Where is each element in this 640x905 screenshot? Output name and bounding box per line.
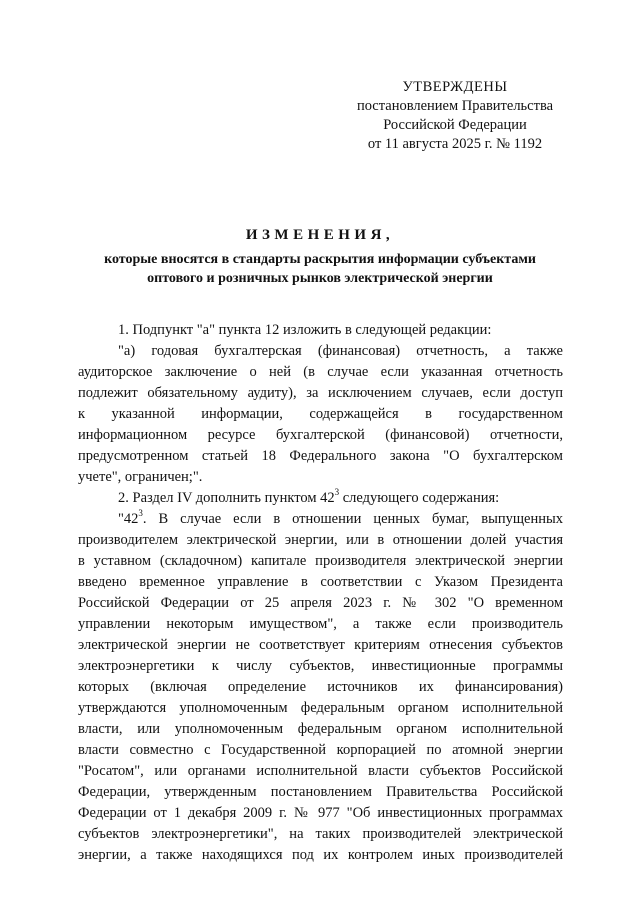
paragraph-2-line: которых (включая определение источников их финансирования) <box>78 679 563 695</box>
approval-line-3: от 11 августа 2025 г. № 1192 <box>367 136 543 152</box>
paragraph-1-line: "а) годовая бухгалтерская (финансовая) отчетность, а также <box>118 343 563 359</box>
paragraph-2-line: электрической энергии не соответствует критериям отнесения субъектов <box>78 637 563 653</box>
approval-line-1: постановлением Правительства <box>356 98 554 114</box>
paragraph-1-intro: 1. Подпункт "а" пункта 12 изложить в следующей редакции: <box>118 322 492 338</box>
paragraph-2-line: Российской Федерации от 25 апреля 2023 г. № 302 "О временном <box>78 595 563 611</box>
approval-block <box>330 78 580 154</box>
paragraph-2-line: утверждаются уполномоченным федеральным органом исполнительной <box>78 700 563 716</box>
paragraph-2-intro-text-end: следующего содержания: <box>339 490 500 506</box>
paragraph-1-line: информационном ресурсе бухгалтерской (финансовой) отчетности, <box>78 427 563 443</box>
subtitle-line-2: оптового и розничных рынков электрической энергии <box>147 271 493 286</box>
approval-line-2: Российской Федерации <box>383 117 527 133</box>
paragraph-1-line: учете", ограничен;". <box>78 469 203 485</box>
approval-title: УТВЕРЖДЕНЫ <box>402 79 508 95</box>
subtitle-line-1: которые вносятся в стандарты раскрытия информации субъектами <box>104 252 536 267</box>
document-body <box>78 320 563 866</box>
paragraph-2-line: власти совместно с Государственной корпорацией по атомной энергии <box>78 742 563 758</box>
superscript: 3 <box>334 488 340 498</box>
document-title: ИЗМЕНЕНИЯ, <box>245 227 395 243</box>
paragraph-1-line: подлежит обязательному аудиту), за исключением случаев, если доступ <box>78 385 563 401</box>
paragraph-1-line: предусмотренном статьей 18 Федерального закона "О бухгалтерском <box>78 448 563 464</box>
paragraph-2-line: производителем электрической энергии, или в отношении долей участия <box>78 532 563 548</box>
paragraph-1-line: аудиторское заключение о ней (в случае если указанная отчетность <box>78 364 563 380</box>
document-subtitle <box>60 250 580 288</box>
paragraph-2-line: в уставном (складочном) капитале производителя электрической энергии <box>78 553 563 569</box>
paragraph-2-line: электроэнергетики к числу субъектов, инвестиционные программы <box>78 658 563 674</box>
paragraph-1-line: к указанной информации, содержащейся в государственном <box>78 406 563 422</box>
paragraph-2-line: власти, или уполномоченным федеральным органом исполнительной <box>78 721 563 737</box>
paragraph-2-first-line <box>78 509 563 530</box>
paragraph-2-line: введено временное управление в соответствии с Указом Президента <box>78 574 563 590</box>
paragraph-2-line: управлении некоторым имуществом", а также если производитель <box>78 616 563 632</box>
paragraph-2-line: Федерации от 1 декабря 2009 г. № 977 "Об инвестиционных программах <box>78 805 563 821</box>
paragraph-2-intro-text: 2. Раздел IV дополнить пунктом 42 <box>118 490 335 506</box>
paragraph-2-line: "Росатом", или органами исполнительной власти субъектов Российской <box>78 763 563 779</box>
paragraph-2-line: энергии, а также находящихся под их контролем иных производителей <box>78 847 563 863</box>
paragraph-2-number: "42 <box>118 511 139 527</box>
paragraph-2-intro <box>78 488 563 509</box>
paragraph-2-line: Федерации, утвержденным постановлением Правительства Российской <box>78 784 563 800</box>
superscript: 3 <box>138 509 143 519</box>
paragraph-2-line: субъектов электроэнергетики", на таких производителей электрической <box>78 826 563 842</box>
paragraph-2-first-text: . В случае если в отношении ценных бумаг, выпущенных <box>142 511 563 527</box>
